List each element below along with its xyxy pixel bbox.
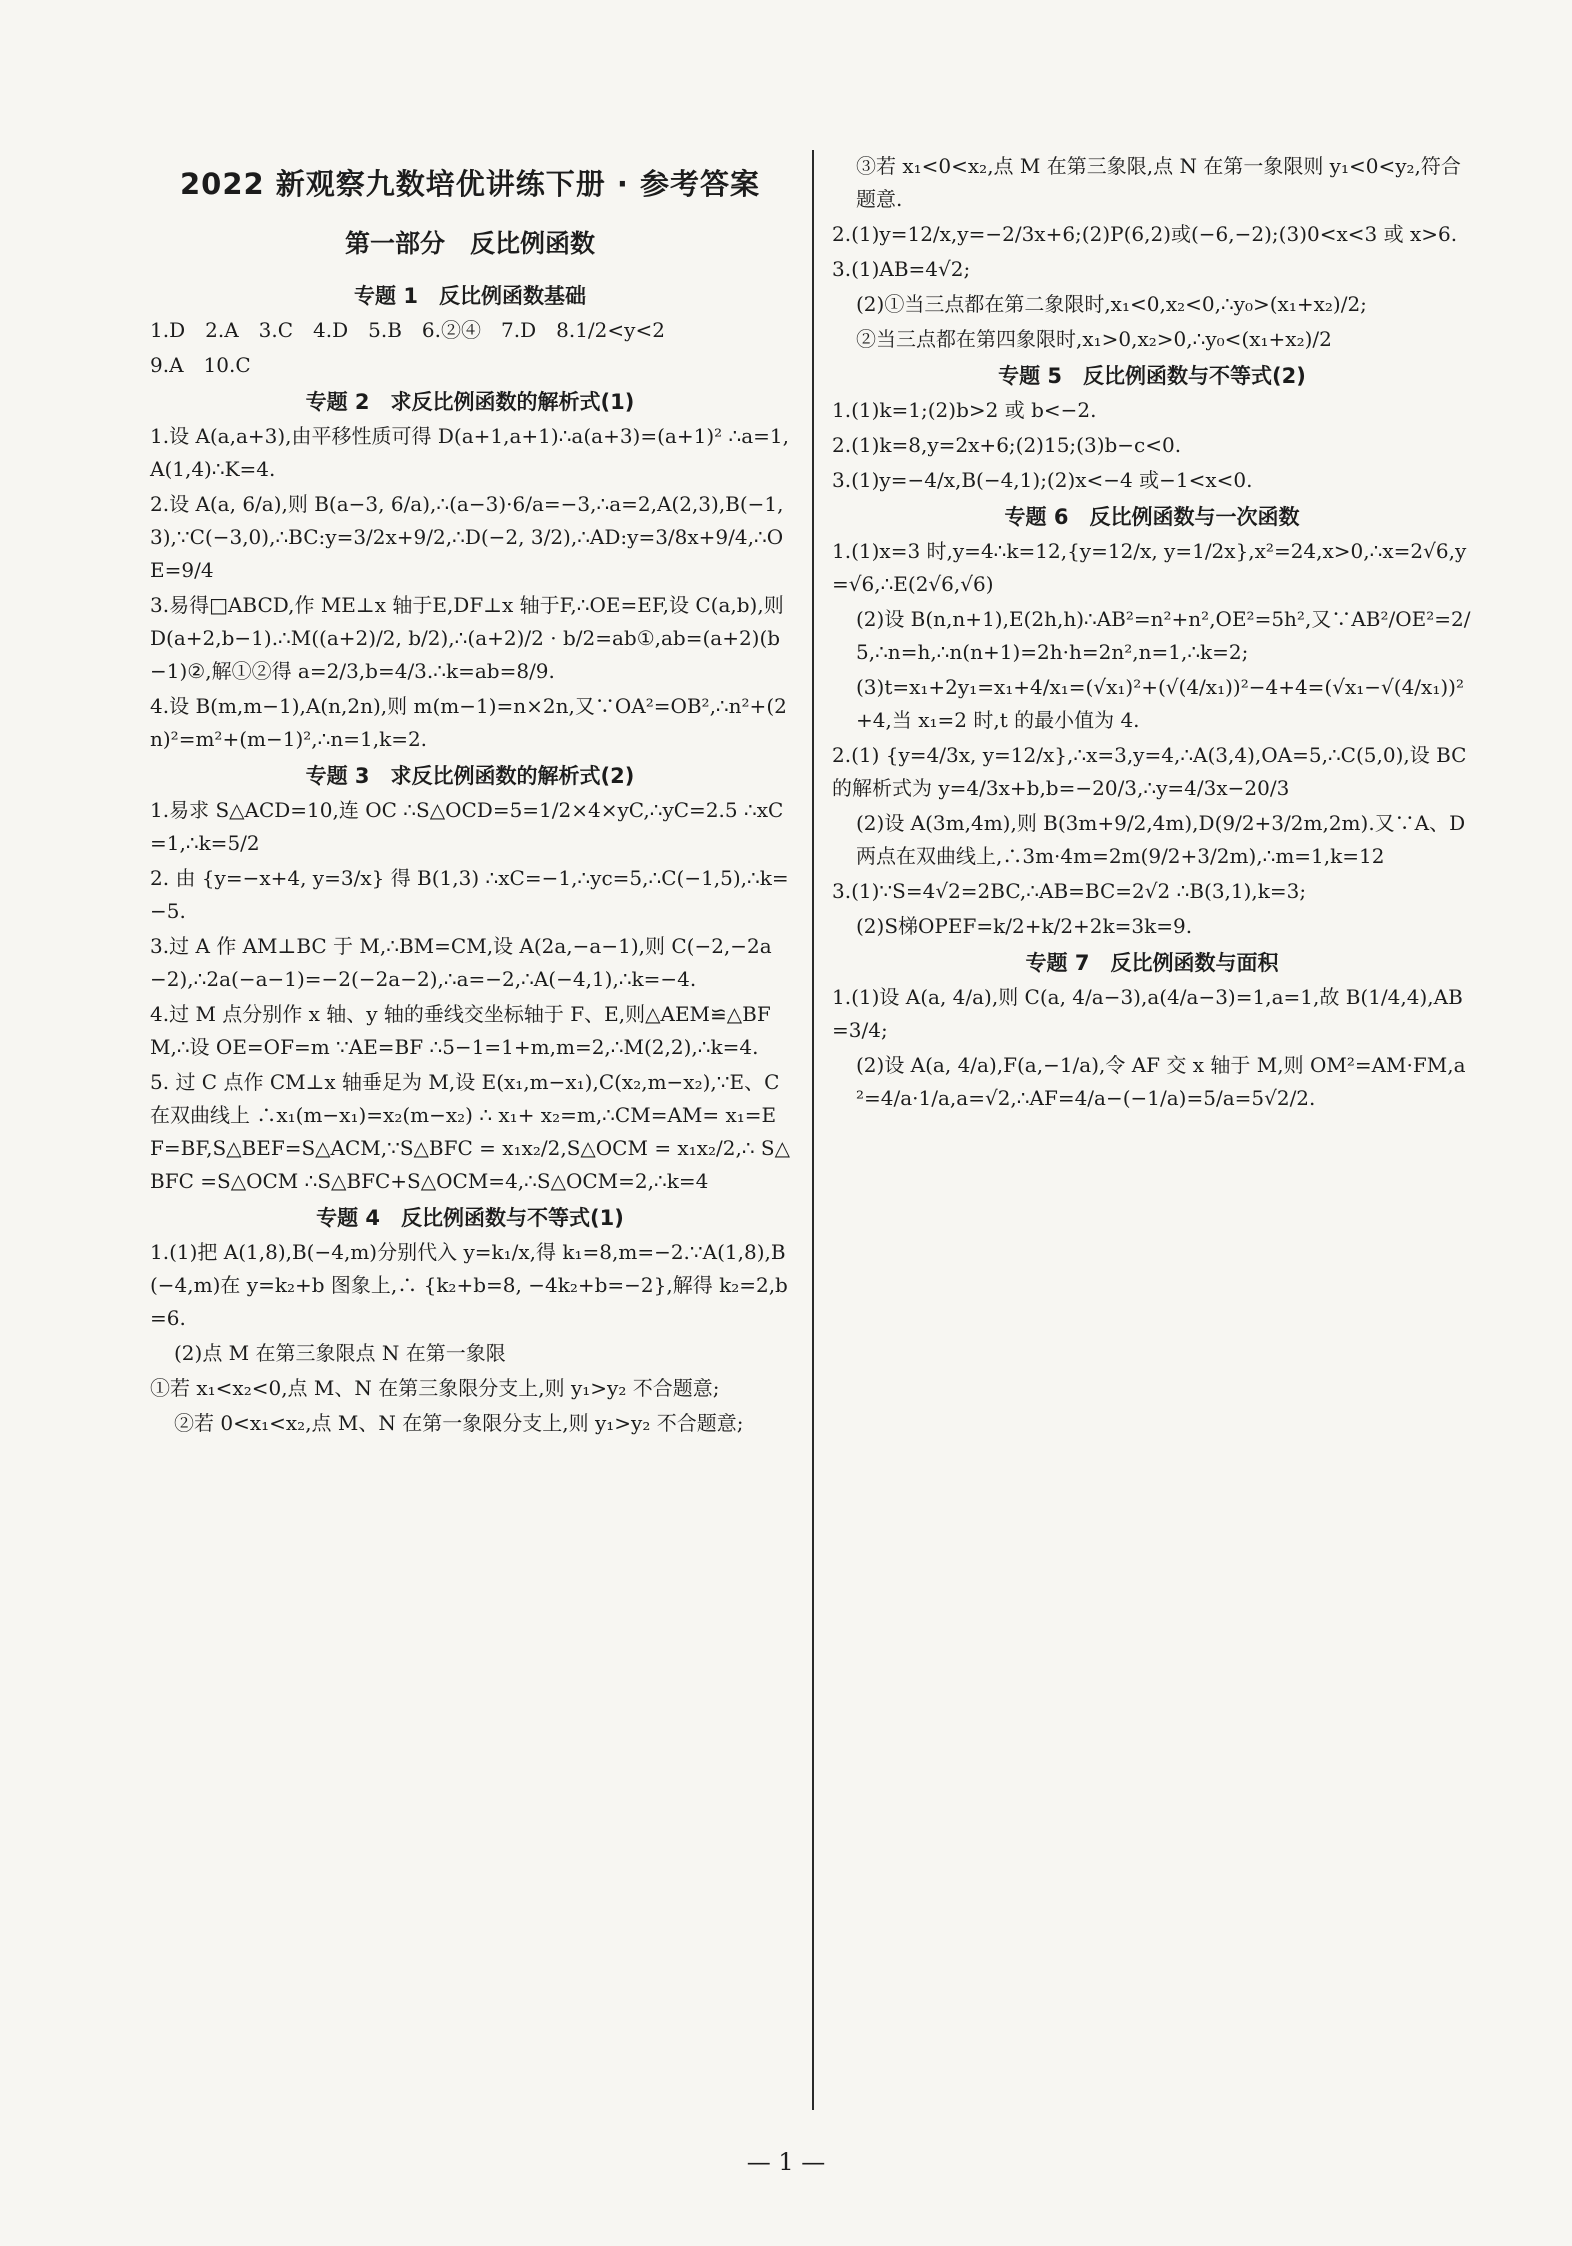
answer-paragraph: (2)S梯OPEF=k/2+k/2+2k=3k=9. xyxy=(856,914,1193,938)
answer-paragraph: (2)①当三点都在第二象限时,x₁<0,x₂<0,∴y₀>(x₁+x₂)/2; xyxy=(856,292,1367,316)
document-title: 2022 新观察九数培优讲练下册 · 参考答案 xyxy=(179,167,761,201)
answer-paragraph: ①若 x₁<x₂<0,点 M、N 在第三象限分支上,则 y₁>y₂ 不合题意; xyxy=(150,1376,720,1400)
answer-paragraph: ②若 0<x₁<x₂,点 M、N 在第一象限分支上,则 y₁>y₂ 不合题意; xyxy=(174,1411,744,1435)
answer-paragraph: ②当三点都在第四象限时,x₁>0,x₂>0,∴y₀<(x₁+x₂)/2 xyxy=(856,327,1332,351)
answer-paragraph: 1.(1)x=3 时,y=4∴k=12,{y=12/x, y=1/2x},x²=24,x>0,∴x=2√6,y=√6,∴E(2√6,√6) xyxy=(832,539,1467,596)
answer-paragraph: (2)设 A(a, 4/a),F(a,−1/a),令 AF 交 x 轴于 M,则 OM²=AM·FM,a²=4/a·1/a,a=√2,∴AF=4/a−(−1/a)=5/a=5√2/2. xyxy=(856,1053,1466,1110)
answer-paragraph: 1.(1)把 A(1,8),B(−4,m)分别代入 y=k₁/x,得 k₁=8,m=−2.∵A(1,8),B(−4,m)在 y=k₂+b 图象上,∴ {k₂+b=8, −4k₂+b=−2},解得 k₂=2,b=6. xyxy=(150,1240,788,1330)
answer-paragraph: 2.(1)k=8,y=2x+6;(2)15;(3)b−c<0. xyxy=(832,433,1182,457)
answer-paragraph: 5. 过 C 点作 CM⊥x 轴垂足为 M,设 E(x₁,m−x₁),C(x₂,m−x₂),∵E、C 在双曲线上 ∴x₁(m−x₁)=x₂(m−x₂) ∴ x₁+ x₂=m,∴CM=AM= x₁=EF=BF,S△BEF=S△ACM,∵S△BFC = x₁x₂/2,S△OCM = x₁x₂/2,∴ S△BFC =S△OCM ∴S△BFC+S△OCM=4,∴S△OCM=2,∴k=4 xyxy=(150,1070,791,1193)
column-divider xyxy=(812,150,814,2110)
answer-paragraph: 4.过 M 点分别作 x 轴、y 轴的垂线交坐标轴于 F、E,则△AEM≌△BFM,∴设 OE=OF=m ∵AE=BF ∴5−1=1+m,m=2,∴M(2,2),∴k=4. xyxy=(150,1002,771,1059)
part-title: 第一部分 反比例函数 xyxy=(344,229,595,258)
topic-heading: 专题 7 反比例函数与面积 xyxy=(1025,951,1279,975)
answer-paragraph: 1.(1)k=1;(2)b>2 或 b<−2. xyxy=(832,398,1097,422)
answer-paragraph: 1.D 2.A 3.C 4.D 5.B 6.②④ 7.D 8.1/2<y<2 xyxy=(150,318,665,342)
answer-paragraph: 3.(1)AB=4√2; xyxy=(832,257,971,281)
answer-paragraph: (2)设 B(n,n+1),E(2h,h)∴AB²=n²+n²,OE²=5h²,又∵AB²/OE²=2/5,∴n=h,∴n(n+1)=2h·h=2n²,n=1,∴k=2; xyxy=(856,607,1471,664)
left-column xyxy=(150,150,790,1442)
topic-heading: 专题 5 反比例函数与不等式(2) xyxy=(998,364,1306,388)
answer-paragraph: 1.易求 S△ACD=10,连 OC ∴S△OCD=5=1/2×4×yC,∴yC=2.5 ∴xC=1,∴k=5/2 xyxy=(150,798,784,855)
answer-paragraph: 3.易得□ABCD,作 ME⊥x 轴于E,DF⊥x 轴于F,∴OE=EF,设 C(a,b),则 D(a+2,b−1).∴M((a+2)/2, b/2),∴(a+2)/2 · b/2=ab①,ab=(a+2)(b−1)②,解①②得 a=2/3,b=4/3.∴k=ab=8/9. xyxy=(150,593,784,683)
answer-paragraph: 2.(1) {y=4/3x, y=12/x},∴x=3,y=4,∴A(3,4),OA=5,∴C(5,0),设 BC 的解析式为 y=4/3x+b,b=−20/3,∴y=4/3x−20/3 xyxy=(832,743,1467,800)
answer-paragraph: 3.(1)∵S=4√2=2BC,∴AB=BC=2√2 ∴B(3,1),k=3; xyxy=(832,879,1307,903)
page-number: — 1 — xyxy=(746,2148,826,2176)
answer-paragraph: 3.(1)y=−4/x,B(−4,1);(2)x<−4 或−1<x<0. xyxy=(832,468,1253,492)
topic-heading: 专题 1 反比例函数基础 xyxy=(354,284,586,308)
answer-paragraph: (2)点 M 在第三象限点 N 在第一象限 xyxy=(174,1341,506,1365)
topic-heading: 专题 4 反比例函数与不等式(1) xyxy=(316,1206,624,1230)
answer-paragraph: (3)t=x₁+2y₁=x₁+4/x₁=(√x₁)²+(√(4/x₁))²−4+4=(√x₁−√(4/x₁))²+4,当 x₁=2 时,t 的最小值为 4. xyxy=(856,675,1464,732)
topic-heading: 专题 2 求反比例函数的解析式(1) xyxy=(305,390,635,414)
right-column xyxy=(832,150,1472,1117)
answer-paragraph: (2)设 A(3m,4m),则 B(3m+9/2,4m),D(9/2+3/2m,2m).又∵A、D 两点在双曲线上,∴3m·4m=2m(9/2+3/2m),∴m=1,k=12 xyxy=(856,811,1466,868)
answer-paragraph: 2. 由 {y=−x+4, y=3/x} 得 B(1,3) ∴xC=−1,∴yc=5,∴C(−1,5),∴k=−5. xyxy=(150,866,789,923)
answer-paragraph: 2.(1)y=12/x,y=−2/3x+6;(2)P(6,2)或(−6,−2);(3)0<x<3 或 x>6. xyxy=(832,222,1458,246)
topic-heading: 专题 6 反比例函数与一次函数 xyxy=(1004,505,1300,529)
right-column-body xyxy=(832,150,1472,1115)
answer-paragraph: 2.设 A(a, 6/a),则 B(a−3, 6/a),∴(a−3)·6/a=−3,∴a=2,A(2,3),B(−1,3),∵C(−3,0),∴BC:y=3/2x+9/2,∴D(−2, 3/2),∴AD:y=3/8x+9/4,∴OE=9/4 xyxy=(150,492,784,582)
answer-paragraph: 1.(1)设 A(a, 4/a),则 C(a, 4/a−3),a(4/a−3)=1,a=1,故 B(1/4,4),AB=3/4; xyxy=(832,985,1463,1042)
answer-paragraph: 3.过 A 作 AM⊥BC 于 M,∴BM=CM,设 A(2a,−a−1),则 C(−2,−2a−2),∴2a(−a−1)=−2(−2a−2),∴a=−2,∴A(−4,1),∴k=−4. xyxy=(150,934,772,991)
topic-heading: 专题 3 求反比例函数的解析式(2) xyxy=(305,764,635,788)
answer-paragraph: 4.设 B(m,m−1),A(n,2n),则 m(m−1)=n×2n,又∵OA²=OB²,∴n²+(2n)²=m²+(m−1)²,∴n=1,k=2. xyxy=(150,694,787,751)
answer-paragraph: 9.A 10.C xyxy=(150,353,251,377)
answer-paragraph: ③若 x₁<0<x₂,点 M 在第三象限,点 N 在第一象限则 y₁<0<y₂,符合题意. xyxy=(856,154,1461,211)
answer-paragraph: 1.设 A(a,a+3),由平移性质可得 D(a+1,a+1)∴a(a+3)=(a+1)² ∴a=1,A(1,4)∴K=4. xyxy=(150,424,789,481)
left-column-body xyxy=(150,280,790,1440)
